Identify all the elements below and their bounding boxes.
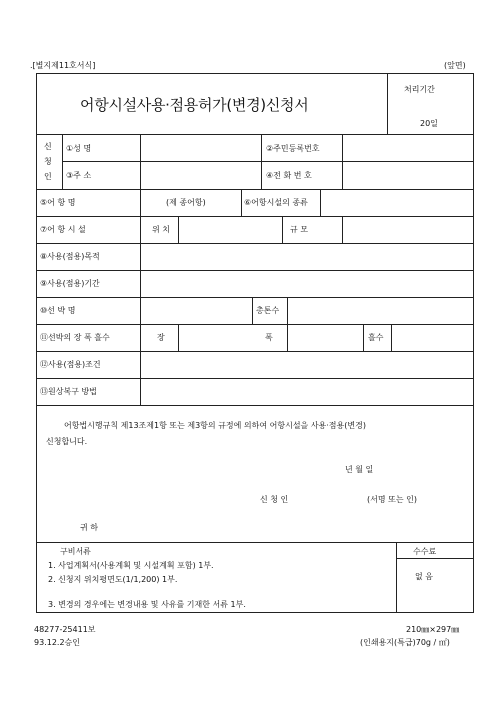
period-field[interactable] — [142, 272, 472, 295]
scale-label: 규 모 — [290, 225, 308, 234]
width-field[interactable] — [289, 326, 361, 349]
port-name-label: ⑤어 항 명 — [40, 198, 76, 207]
fee-label: 수수료 — [413, 547, 437, 556]
tonnage-field[interactable] — [289, 299, 472, 322]
restoration-label: ⑬원상복구 방법 — [40, 387, 97, 396]
form-code: .[별지제11호서식] — [30, 61, 96, 70]
rrn-field[interactable] — [344, 136, 472, 160]
document-item-2: 2. 신청지 위치평면도(1/1,200) 1부. — [48, 575, 178, 584]
conditions-label: ⑫사용(점용)조건 — [40, 360, 101, 369]
address-label: ③주 소 — [66, 171, 92, 180]
phone-field[interactable] — [344, 163, 472, 187]
name-field[interactable] — [142, 136, 260, 160]
applicant-char-1: 신 — [44, 142, 52, 151]
recipient: 귀 하 — [80, 523, 98, 532]
restoration-field[interactable] — [142, 380, 472, 403]
signature-note: (서명 또는 인) — [367, 495, 417, 504]
statement-line-1: 어항법시행규칙 제13조제1항 또는 제3항의 규정에 의하여 어항시설을 사용·점용(변경) — [64, 421, 366, 430]
address-field[interactable] — [142, 163, 260, 187]
phone-label: ④전 화 번 호 — [266, 171, 312, 180]
rrn-label: ②주민등록번호 — [266, 144, 320, 153]
vessel-name-field[interactable] — [142, 299, 250, 322]
applicant-char-2: 청 — [44, 157, 52, 166]
applicant-sign-field[interactable] — [300, 490, 366, 506]
name-label: ①성 명 — [66, 144, 92, 153]
facility-type-field[interactable] — [322, 191, 472, 214]
applicant-sign-label: 신 청 인 — [260, 495, 289, 504]
form-number: 48277-25411보 — [34, 625, 96, 634]
dimensions-label: ⑪선박의 장 폭 흘수 — [40, 333, 110, 342]
statement-line-2: 신청합니다. — [46, 437, 88, 446]
fee-value: 없 음 — [415, 572, 433, 581]
paper-spec: (인쇄용지(특급)70g / ㎡) — [360, 638, 450, 647]
port-type-note: (제 종어항) — [166, 198, 206, 207]
scale-field[interactable] — [344, 218, 472, 241]
processing-period: 20일 — [420, 119, 438, 128]
applicant-char-3: 인 — [44, 172, 52, 181]
location-field[interactable] — [180, 218, 280, 241]
facility-type-label: ⑥어항시설의 종류 — [244, 198, 308, 207]
conditions-field[interactable] — [142, 353, 472, 376]
processing-label: 처리기간 — [404, 85, 435, 94]
document-item-1: 1. 사업계획서(사용계획 및 시설계획 포함) 1부. — [48, 561, 214, 570]
approval-date: 93.12.2승인 — [34, 638, 80, 647]
draft-field[interactable] — [393, 326, 472, 349]
purpose-field[interactable] — [142, 245, 472, 268]
location-label: 위 치 — [152, 225, 170, 234]
purpose-label: ⑧사용(점용)목적 — [40, 252, 100, 261]
page-side: (앞면) — [444, 61, 466, 70]
period-label: ⑨사용(점용)기간 — [40, 279, 100, 288]
length-field[interactable] — [180, 326, 252, 349]
documents-heading: 구비서류 — [60, 547, 91, 556]
facility-label: ⑦어 항 시 설 — [40, 225, 86, 234]
draft-label: 흘수 — [368, 333, 384, 342]
vessel-name-label: ⑩선 박 명 — [40, 306, 76, 315]
document-item-3: 3. 변경의 경우에는 변경내용 및 사유를 기재한 서류 1부. — [48, 600, 246, 609]
paper-size: 210㎜×297㎜ — [406, 625, 460, 634]
length-label: 장 — [157, 333, 165, 342]
width-label: 폭 — [265, 333, 273, 342]
application-date: 년 월 일 — [345, 465, 374, 474]
form-title: 어항시설사용·점용허가(변경)신청서 — [80, 96, 309, 114]
tonnage-label: 총톤수 — [256, 306, 280, 315]
